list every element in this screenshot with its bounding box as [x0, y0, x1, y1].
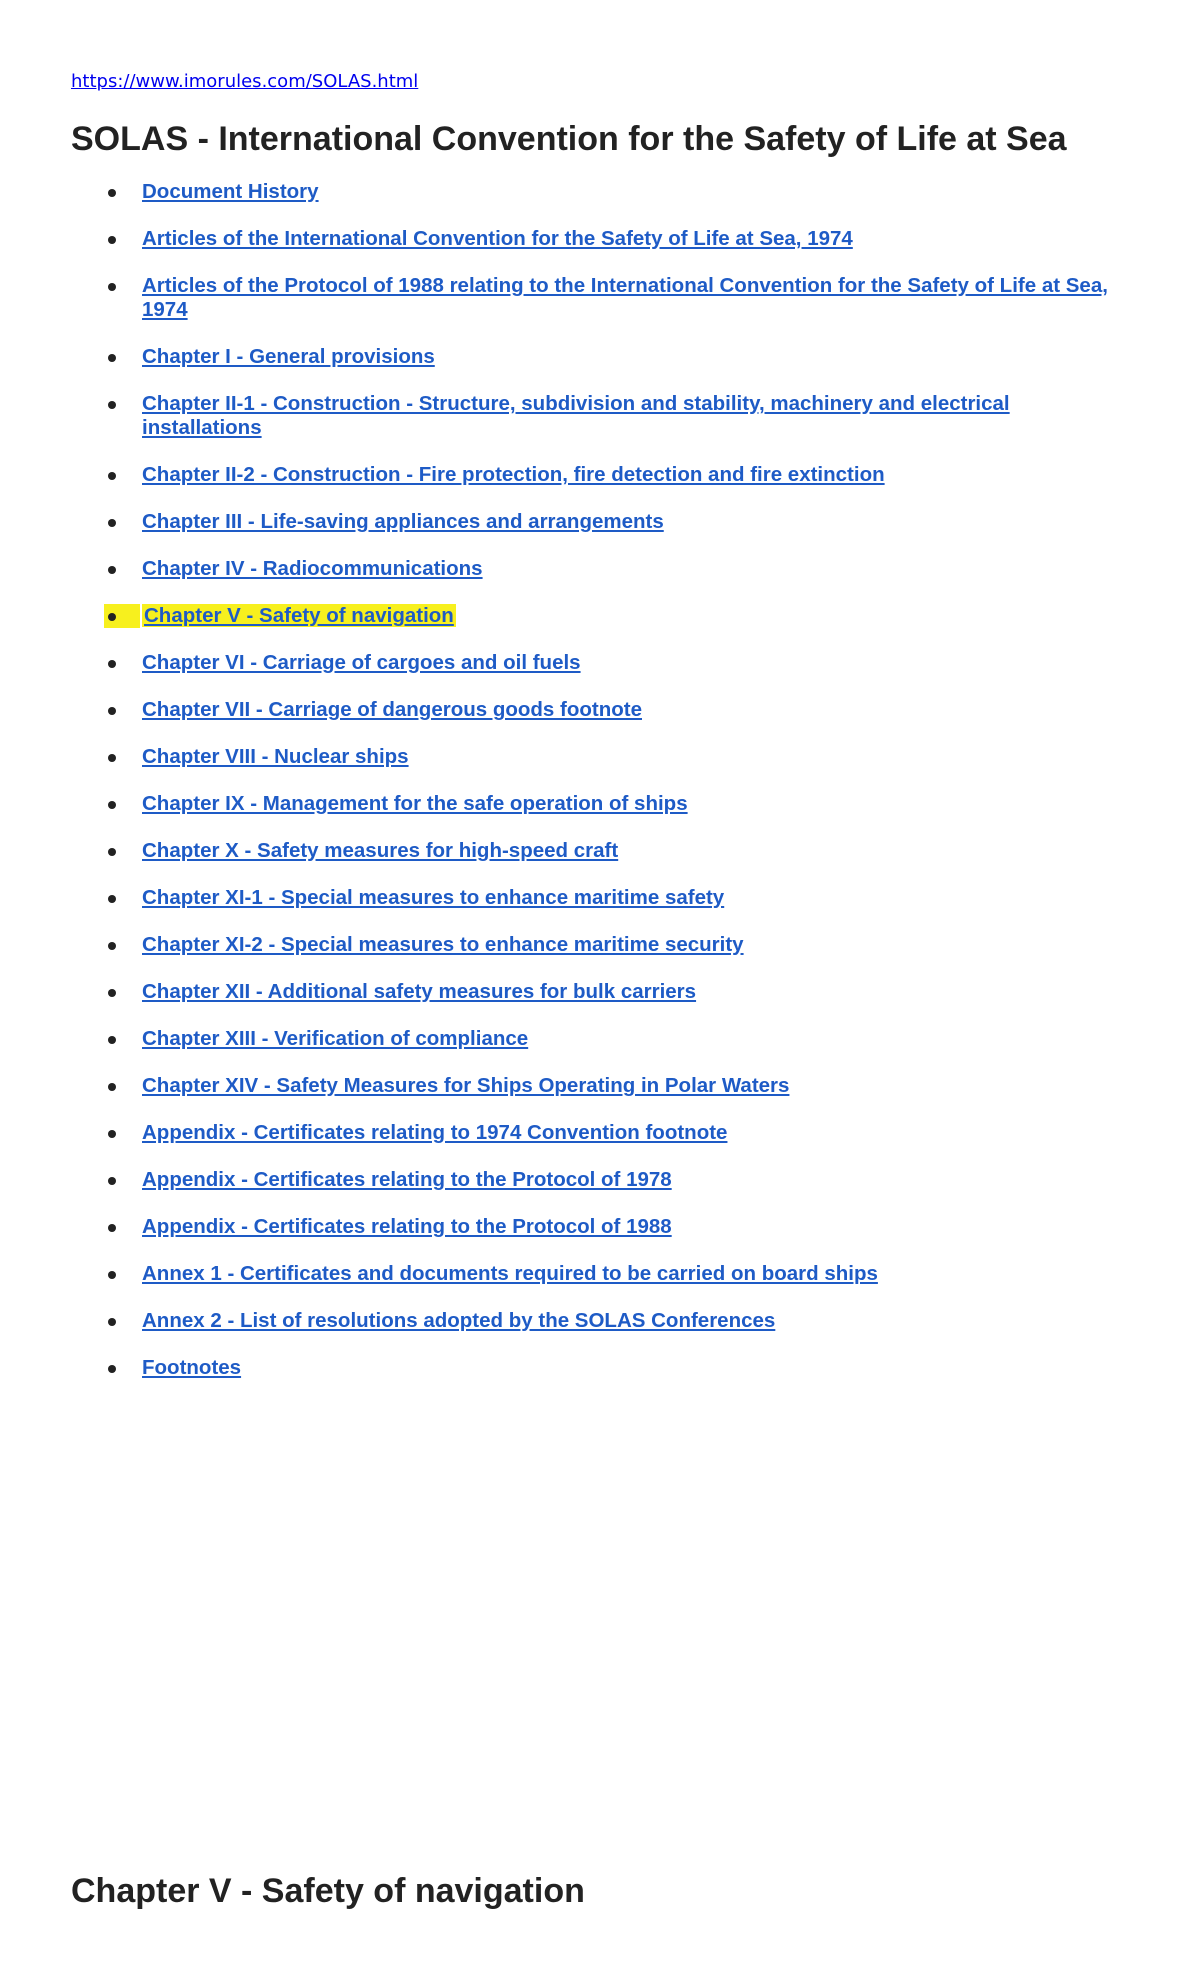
- toc-item-chapter-v: [0, 604, 1200, 628]
- toc-link-chapter-xiii[interactable]: Chapter XIII - Verification of compliance: [142, 1027, 529, 1050]
- bullet-icon: [108, 942, 116, 950]
- toc-item-document-history: [0, 180, 1200, 204]
- page-url-link[interactable]: https://www.imorules.com/SOLAS.html: [71, 71, 419, 92]
- toc-item-appendix-1988: [0, 1215, 1200, 1239]
- toc-link-chapter-xiv[interactable]: Chapter XIV - Safety Measures for Ships Operating in Polar Waters: [142, 1074, 790, 1097]
- toc-item-chapter-xiv: [0, 1074, 1200, 1098]
- toc-item-chapter-vi: [0, 651, 1200, 675]
- bullet-icon: [108, 472, 116, 480]
- toc-item-annex-1: [0, 1262, 1200, 1286]
- bullet-icon: [108, 1365, 116, 1373]
- toc-item-chapter-xi-2: [0, 933, 1200, 957]
- toc-item-chapter-iii: [0, 510, 1200, 534]
- bullet-icon: [108, 707, 116, 715]
- toc-link-appendix-1978[interactable]: Appendix - Certificates relating to the Protocol of 1978: [142, 1168, 672, 1191]
- bullet-icon: [108, 613, 116, 621]
- bullet-icon: [108, 1271, 116, 1279]
- bullet-icon: [108, 189, 116, 197]
- toc-link-appendix-1988[interactable]: Appendix - Certificates relating to the Protocol of 1988: [142, 1215, 672, 1238]
- toc-link-chapter-xii[interactable]: Chapter XII - Additional safety measures for bulk carriers: [142, 980, 697, 1003]
- bullet-icon: [108, 754, 116, 762]
- bullet-icon: [108, 660, 116, 668]
- toc-link-chapter-xi-1[interactable]: Chapter XI-1 - Special measures to enhance maritime safety: [142, 886, 725, 909]
- toc-item-chapter-xi-1: [0, 886, 1200, 910]
- toc-link-chapter-x[interactable]: Chapter X - Safety measures for high-speed craft: [142, 839, 619, 862]
- toc-link-chapter-ii-1[interactable]: Chapter II-1 - Construction - Structure, subdivision and stability, machinery and electrical installations: [142, 392, 1010, 439]
- toc-link-chapter-xi-2[interactable]: Chapter XI-2 - Special measures to enhance maritime security: [142, 933, 744, 956]
- toc-link-chapter-vii[interactable]: Chapter VII - Carriage of dangerous goods footnote: [142, 698, 642, 721]
- toc-link-chapter-viii[interactable]: Chapter VIII - Nuclear ships: [142, 745, 409, 768]
- bullet-icon: [108, 989, 116, 997]
- toc-link-document-history[interactable]: Document History: [142, 180, 319, 203]
- bullet-icon: [108, 1224, 116, 1232]
- highlight-mark: [142, 604, 456, 627]
- toc-item-chapter-ix: [0, 792, 1200, 816]
- toc-item-footnotes: [0, 1356, 1200, 1380]
- toc-link-articles-protocol-1988[interactable]: Articles of the Protocol of 1988 relating to the International Convention for the Safety of Life at Sea, 1974: [142, 274, 1108, 321]
- toc-link-chapter-ii-2[interactable]: Chapter II-2 - Construction - Fire protection, fire detection and fire extinction: [142, 463, 885, 486]
- toc-item-articles-protocol-1988: [0, 274, 1200, 322]
- toc-link-annex-1[interactable]: Annex 1 - Certificates and documents required to be carried on board ships: [142, 1262, 878, 1285]
- bullet-icon: [108, 236, 116, 244]
- bullet-icon: [108, 801, 116, 809]
- toc-item-chapter-i: [0, 345, 1200, 369]
- toc-link-articles-convention[interactable]: Articles of the International Convention for the Safety of Life at Sea, 1974: [142, 227, 853, 250]
- bullet-icon: [108, 519, 116, 527]
- table-of-contents: [0, 180, 1200, 1403]
- toc-link-appendix-1974[interactable]: Appendix - Certificates relating to 1974 Convention footnote: [142, 1121, 728, 1144]
- toc-item-articles-convention: [0, 227, 1200, 251]
- toc-link-chapter-i[interactable]: Chapter I - General provisions: [142, 345, 435, 368]
- toc-item-chapter-xii: [0, 980, 1200, 1004]
- toc-item-annex-2: [0, 1309, 1200, 1333]
- toc-link-annex-2[interactable]: Annex 2 - List of resolutions adopted by the SOLAS Conferences: [142, 1309, 776, 1332]
- section-heading: Chapter V - Safety of navigation: [71, 1872, 585, 1910]
- toc-item-chapter-ii-1: [0, 392, 1200, 440]
- toc-item-chapter-xiii: [0, 1027, 1200, 1051]
- toc-link-chapter-iii[interactable]: Chapter III - Life-saving appliances and arrangements: [142, 510, 664, 533]
- bullet-icon: [108, 566, 116, 574]
- toc-item-chapter-vii: [0, 698, 1200, 722]
- bullet-icon: [108, 1036, 116, 1044]
- toc-link-chapter-iv[interactable]: Chapter IV - Radiocommunications: [142, 557, 483, 580]
- bullet-icon: [108, 1083, 116, 1091]
- bullet-icon: [108, 1177, 116, 1185]
- toc-link-chapter-vi[interactable]: Chapter VI - Carriage of cargoes and oil fuels: [142, 651, 581, 674]
- toc-link-chapter-v[interactable]: Chapter V - Safety of navigation: [144, 604, 454, 627]
- bullet-icon: [108, 895, 116, 903]
- bullet-icon: [108, 848, 116, 856]
- toc-link-footnotes[interactable]: Footnotes: [142, 1356, 242, 1379]
- toc-item-chapter-ii-2: [0, 463, 1200, 487]
- bullet-icon: [108, 401, 116, 409]
- bullet-icon: [108, 1130, 116, 1138]
- toc-link-chapter-ix[interactable]: Chapter IX - Management for the safe operation of ships: [142, 792, 688, 815]
- page-title: SOLAS - International Convention for the Safety of Life at Sea: [71, 120, 1067, 158]
- bullet-icon: [108, 1318, 116, 1326]
- toc-item-chapter-viii: [0, 745, 1200, 769]
- bullet-icon: [108, 354, 116, 362]
- toc-item-chapter-x: [0, 839, 1200, 863]
- toc-item-chapter-iv: [0, 557, 1200, 581]
- toc-item-appendix-1974: [0, 1121, 1200, 1145]
- toc-item-appendix-1978: [0, 1168, 1200, 1192]
- bullet-icon: [108, 283, 116, 291]
